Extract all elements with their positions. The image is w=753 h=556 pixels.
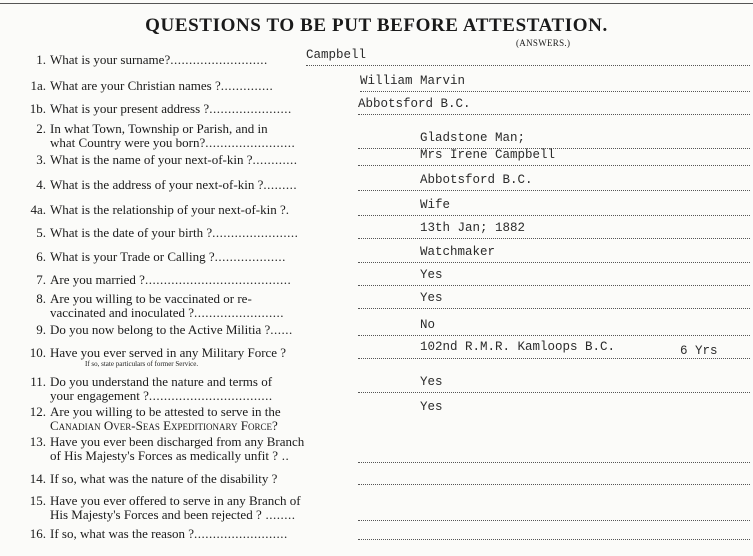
answer-line bbox=[358, 340, 750, 359]
answer-line bbox=[358, 484, 750, 485]
question-text: Are you willing to be vaccinated or re- vaccinated and inoculated ?........................ bbox=[50, 292, 285, 320]
question-number: 12. bbox=[29, 404, 46, 419]
answer-extra-text: 6 Yrs bbox=[680, 344, 718, 358]
answer-line bbox=[358, 198, 750, 216]
answer-line bbox=[358, 173, 750, 191]
question-number: 5. bbox=[36, 225, 46, 240]
answer-text: Campbell bbox=[306, 48, 367, 62]
question-number: 3. bbox=[36, 152, 46, 167]
question-text: Have you ever served in any Military Force ? If so, state particulars of former Service. bbox=[50, 346, 362, 369]
question-number: 6. bbox=[36, 249, 46, 264]
answer-text: Abbotsford B.C. bbox=[358, 97, 471, 111]
answer-text: Abbotsford B.C. bbox=[420, 173, 533, 187]
question-text: In what Town, Township or Parish, and in what Country were you born?........................ bbox=[50, 122, 296, 150]
question-number: 8. bbox=[36, 291, 46, 306]
answer-line bbox=[358, 318, 750, 336]
answer-text: Yes bbox=[420, 375, 443, 389]
question-number: 1. bbox=[36, 52, 46, 67]
answer-line bbox=[358, 539, 750, 540]
answer-text: Gladstone Man; bbox=[420, 131, 526, 145]
answer-text: 102nd R.M.R. Kamloops B.C. bbox=[420, 340, 616, 354]
question-number: 11. bbox=[30, 374, 46, 389]
answer-line bbox=[358, 268, 750, 286]
answer-line bbox=[358, 245, 750, 263]
question-text: What is the date of your birth ?....................... bbox=[50, 226, 299, 240]
answer-text: William Marvin bbox=[360, 74, 466, 88]
question-number: 13. bbox=[29, 434, 46, 449]
answer-text: Yes bbox=[420, 291, 443, 305]
answer-text: Mrs Irene Campbell bbox=[420, 148, 556, 162]
question-text: Have you ever offered to serve in any Branch of His Majesty's Forces and been rejected ? ........ bbox=[50, 494, 301, 522]
question-text: What are your Christian names ?.............. bbox=[50, 79, 274, 93]
form-title: QUESTIONS TO BE PUT BEFORE ATTESTATION. bbox=[145, 15, 608, 36]
question-text: Do you now belong to the Active Militia ?...... bbox=[50, 323, 293, 337]
answer-line bbox=[358, 520, 750, 521]
question-text: What is the address of your next-of-kin ?......... bbox=[50, 178, 298, 192]
question-note: If so, state particulars of former Service. bbox=[85, 360, 199, 368]
answer-text: Yes bbox=[420, 268, 443, 282]
question-number: 10. bbox=[29, 345, 46, 360]
question-text: Have you ever been discharged from any Branch of His Majesty's Forces as medically unfit ? .. bbox=[50, 435, 305, 463]
question-number: 4. bbox=[36, 177, 46, 192]
answer-line bbox=[358, 148, 750, 166]
question-number: 1a. bbox=[30, 78, 46, 93]
answer-text: Yes bbox=[420, 400, 443, 414]
question-text: Are you married ?....................................... bbox=[50, 273, 292, 287]
question-number: 2. bbox=[36, 121, 46, 136]
answer-line bbox=[360, 74, 750, 92]
answer-line bbox=[306, 48, 750, 66]
question-number: 14. bbox=[29, 471, 46, 486]
answer-line bbox=[358, 97, 750, 115]
question-text: If so, what was the reason ?......................... bbox=[50, 527, 288, 541]
answer-line bbox=[358, 375, 750, 393]
question-number: 15. bbox=[29, 493, 46, 508]
answer-text: No bbox=[420, 318, 436, 332]
answers-header: (ANSWERS.) bbox=[516, 38, 571, 48]
question-text: What is your present address ?...................... bbox=[50, 102, 292, 116]
answer-line bbox=[358, 291, 750, 309]
question-text: What is your Trade or Calling ?................... bbox=[50, 250, 286, 264]
question-number: 7. bbox=[36, 272, 46, 287]
question-text: Are you willing to be attested to serve in the Canadian Over-Seas Expeditionary Force? bbox=[50, 405, 281, 433]
answer-line bbox=[358, 462, 750, 463]
answer-text: 13th Jan; 1882 bbox=[420, 221, 526, 235]
question-number: 16. bbox=[29, 526, 46, 541]
question-text: Do you understand the nature and terms of your engagement ?................................. bbox=[50, 375, 273, 403]
question-number: 1b. bbox=[29, 101, 46, 116]
question-text: What is the relationship of your next-of-kin ?. bbox=[50, 203, 289, 217]
question-number: 9. bbox=[36, 322, 46, 337]
answer-text: Watchmaker bbox=[420, 245, 496, 259]
question-text: What is the name of your next-of-kin ?............ bbox=[50, 153, 298, 167]
top-rule bbox=[0, 3, 753, 4]
question-text: If so, what was the nature of the disability ? bbox=[50, 472, 278, 486]
answer-text: Wife bbox=[420, 198, 451, 212]
question-text: What is your surname?.......................... bbox=[50, 53, 268, 67]
question-number: 4a. bbox=[30, 202, 46, 217]
answer-line bbox=[358, 221, 750, 239]
